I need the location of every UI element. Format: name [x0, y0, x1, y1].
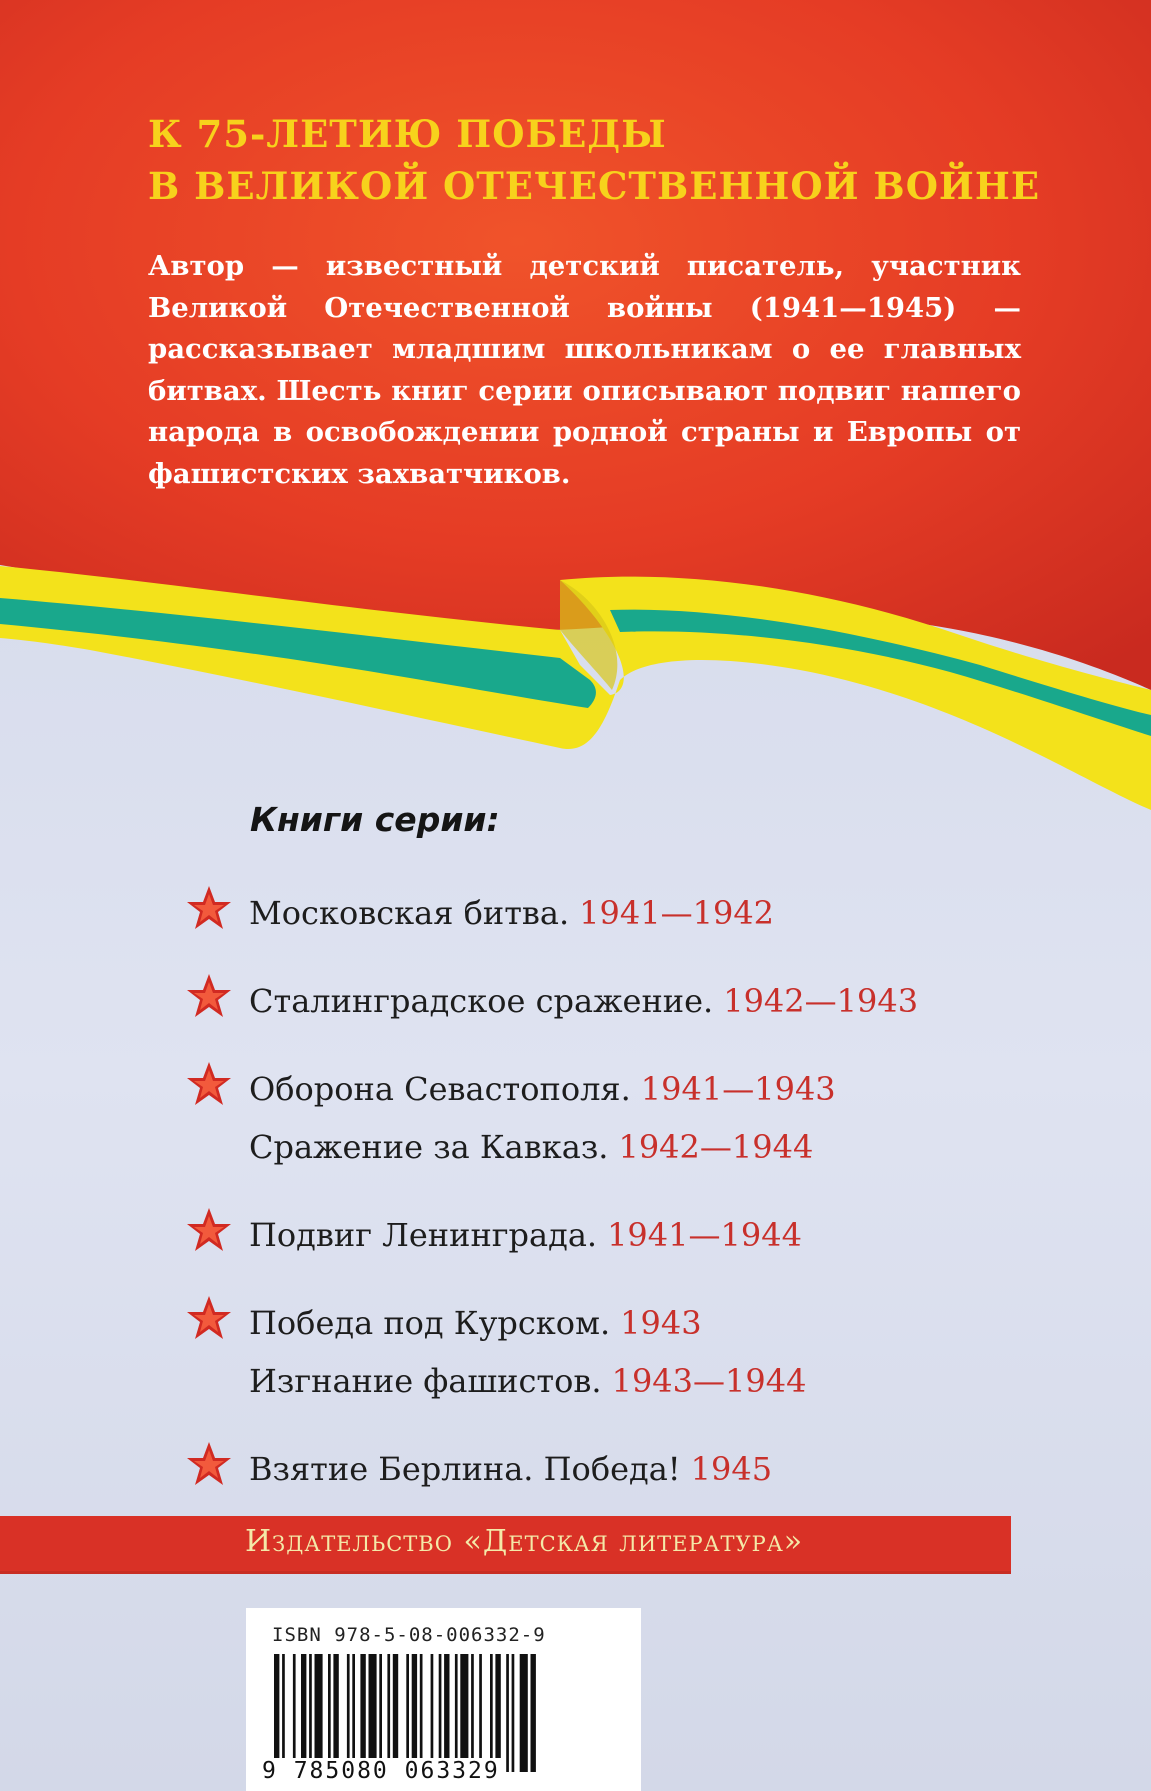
book-years: 1941—1943	[640, 1070, 836, 1108]
isbn-label: ISBN 978-5-08-006332-9	[272, 1624, 546, 1646]
st-george-ribbon	[0, 540, 1151, 840]
heading-line-2: В ВЕЛИКОЙ ОТЕЧЕСТВЕННОЙ ВОЙНЕ	[148, 164, 1041, 208]
book-years: 1943	[620, 1304, 702, 1342]
red-star-icon	[185, 1440, 233, 1488]
book-item-1	[185, 884, 1085, 942]
red-star-icon	[185, 1294, 233, 1342]
intro-paragraph: Автор — известный детский писатель, участник Великой Отечественной войны (1941—1945) — рассказывает младшим школьникам о ее главных битвах. Шесть книг серии описывают подвиг нашего народа в освобождении родной страны и Европы от фашистских захватчиков.	[148, 250, 1021, 490]
book-years: 1943—1944	[611, 1362, 807, 1400]
book-title: Сражение за Кавказ.	[249, 1128, 609, 1166]
book-years: 1941—1944	[607, 1216, 802, 1254]
red-star-icon	[185, 972, 233, 1020]
book-title: Изгнание фашистов.	[249, 1362, 602, 1400]
red-star-icon	[185, 1060, 233, 1108]
book-years: 1942—1943	[723, 982, 919, 1020]
anniversary-heading	[148, 108, 1048, 212]
book-years: 1941—1942	[579, 894, 775, 932]
barcode-icon	[274, 1654, 624, 1772]
heading-line-1: К 75-ЛЕТИЮ ПОБЕДЫ	[148, 112, 667, 156]
red-star-icon	[185, 1206, 233, 1254]
isbn-barcode-box	[246, 1608, 641, 1791]
book-item-4	[185, 1206, 1085, 1264]
book-years: 1942—1944	[618, 1128, 814, 1166]
publisher-band	[0, 1516, 1011, 1574]
book-years: 1945	[690, 1450, 773, 1488]
book-title: Оборона Севастополя.	[249, 1070, 631, 1108]
red-star-icon	[185, 884, 233, 932]
series-book-list	[185, 884, 1085, 1498]
publisher-name: Издательство «Детская литература»	[245, 1524, 804, 1559]
book-title: Подвиг Ленинграда.	[249, 1216, 598, 1254]
series-title: Книги серии:	[250, 800, 500, 839]
book-title: Сталинградское сражение.	[249, 982, 714, 1020]
book-item-6	[185, 1440, 1085, 1498]
book-item-2	[185, 972, 1085, 1030]
book-item-5	[185, 1294, 1085, 1410]
barcode-digits: 9 785080 063329	[258, 1758, 504, 1784]
book-title: Взятие Берлина. Победа!	[249, 1450, 681, 1488]
book-item-3	[185, 1060, 1085, 1176]
book-title: Московская битва.	[249, 894, 570, 932]
book-title: Победа под Курском.	[249, 1304, 611, 1342]
